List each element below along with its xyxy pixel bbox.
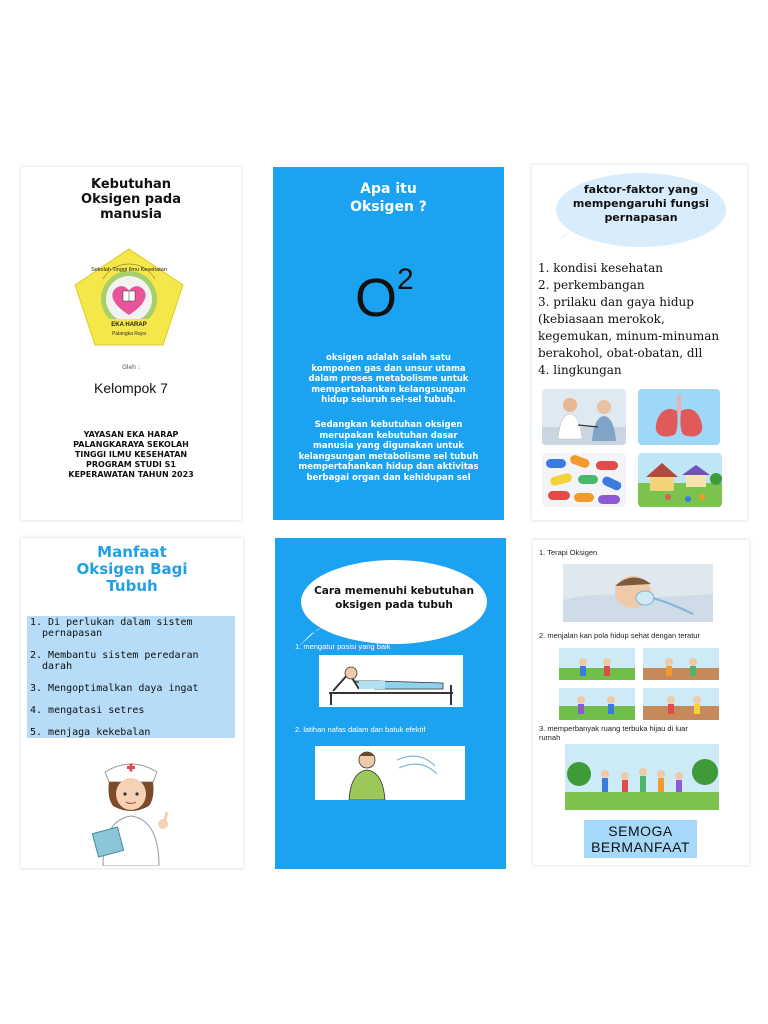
step-position: 1. mengatur posisi yang baik — [295, 642, 391, 651]
definition-line: dalam proses metabolisme untuk — [308, 374, 469, 384]
need-line: merupakan kebutuhan dasar — [319, 430, 458, 441]
list-item: (kebiasaan merokok, — [538, 312, 665, 326]
benefits-title — [21, 544, 243, 595]
definition-line: oksigen adalah salah satu — [326, 353, 451, 363]
institution-line: YAYASAN EKA HARAP — [83, 430, 179, 439]
cover-title-line: manusia — [100, 207, 162, 222]
list-item-line: 5. menjaga kekebalan — [30, 727, 151, 738]
institution-line: KEPERAWATAN TAHUN 2023 — [68, 470, 194, 479]
cover-panel — [21, 167, 241, 520]
oxygen-title-line: Apa itu — [360, 181, 417, 197]
step-breathing: 2. latihan nafas dalam dan batuk efektif — [295, 725, 426, 734]
cover-title — [21, 177, 241, 222]
closing-line: BERMANFAAT — [591, 839, 690, 855]
need-line: kelangsungan metabolisme sel tubuh — [298, 451, 479, 462]
tip-line: 3. memperbanyak ruang terbuka hijau di luar — [539, 724, 688, 733]
factors-title — [556, 183, 726, 225]
definition-line: komponen gas dan unsur utama — [311, 363, 466, 374]
sports-illustration — [559, 646, 719, 720]
what-is-oxygen-panel — [273, 167, 504, 520]
need-line: berbagai organ dan kehidupan sel — [306, 472, 471, 483]
bubble-tail — [546, 231, 576, 253]
list-item — [30, 705, 240, 716]
factors-title-line: faktor-faktor yang — [583, 183, 699, 196]
ways-title-line: Cara memenuhi kebutuhan — [314, 585, 474, 597]
healthy-tips-panel — [533, 540, 749, 865]
tip-healthy-lifestyle: 2. menjalan kan pola hidup sehat dengan teratur — [539, 631, 700, 640]
cover-title-line: Kebutuhan — [91, 177, 171, 192]
doctor-patient-photo — [542, 389, 626, 445]
ways-panel — [275, 538, 506, 869]
institution-logo — [73, 247, 185, 347]
group-name: Kelompok 7 — [94, 380, 168, 396]
svg-text:Sekolah Tinggi Ilmu Kesehatan: Sekolah Tinggi Ilmu Kesehatan — [91, 267, 167, 273]
list-item: 3. prilaku dan gaya hidup — [538, 295, 694, 309]
cover-title-line: Oksigen pada — [81, 192, 181, 207]
nurse-illustration — [81, 754, 181, 866]
list-item: 4. lingkungan — [538, 363, 622, 377]
ways-title-line: oksigen pada tubuh — [335, 599, 453, 611]
list-item-line: 4. mengatasi setres — [30, 705, 145, 716]
tip-oxygen-therapy: 1. Terapi Oksigen — [539, 548, 598, 557]
park-illustration — [565, 744, 719, 810]
list-item: berakohol, obat-obatan, dll — [538, 346, 703, 360]
oxygen-mask-photo — [563, 564, 713, 622]
definition-line: hidup seluruh sel-sel tubuh. — [321, 395, 456, 405]
institution-line: PROGRAM STUDI S1 — [86, 460, 176, 469]
list-item: 1. kondisi kesehatan — [538, 261, 664, 275]
closing-message — [584, 820, 697, 858]
ways-title — [301, 584, 487, 612]
pills-photo — [542, 453, 626, 507]
patient-in-bed-illustration — [319, 655, 463, 707]
oxygen-title — [273, 180, 504, 216]
oxygen-definition — [279, 353, 498, 406]
list-item-line: 3. Mengoptimalkan daya ingat — [30, 683, 199, 694]
list-item: kegemukan, minum-minuman — [538, 329, 720, 343]
list-item-line: 2. Membantu sistem peredaran — [30, 650, 199, 661]
by-label: Oleh : — [122, 364, 140, 371]
list-item — [30, 683, 240, 694]
list-item — [30, 650, 240, 672]
benefits-title-line: Tubuh — [106, 577, 158, 595]
benefits-title-line: Oksigen Bagi — [76, 560, 188, 578]
factors-list — [538, 260, 746, 379]
closing-line: SEMOGA — [608, 823, 673, 839]
factors-panel — [532, 165, 747, 520]
oxygen-need — [279, 420, 498, 483]
lungs-illustration — [638, 389, 720, 445]
need-line: manusia yang digunakan untuk — [313, 441, 464, 451]
neighborhood-illustration — [638, 453, 722, 507]
factors-title-line: pernapasan — [604, 211, 678, 224]
list-item-line: darah — [42, 661, 73, 672]
list-item-line: 1. Di perlukan dalam sistem — [30, 617, 193, 628]
list-item: 2. perkembangan — [538, 278, 645, 292]
svg-text:EKA HARAP: EKA HARAP — [111, 322, 147, 328]
man-breathing-illustration — [315, 746, 465, 800]
need-line: mempertahankan hidup dan aktivitas — [298, 462, 479, 472]
list-item — [30, 727, 240, 738]
oxygen-formula — [355, 263, 414, 329]
formula-superscript: 2 — [397, 263, 414, 296]
factors-title-line: mempengaruhi fungsi — [572, 197, 710, 210]
oxygen-title-line: Oksigen ? — [350, 199, 427, 215]
benefits-title-line: Manfaat — [97, 543, 167, 561]
benefits-list — [30, 617, 240, 749]
need-line: Sedangkan kebutuhan oksigen — [314, 420, 463, 430]
institution-line: PALANGKARAYA SEKOLAH — [73, 440, 189, 449]
definition-line: mempertahankan kelangsungan — [311, 384, 466, 395]
list-item-line: pernapasan — [42, 628, 103, 639]
svg-text:Palangka Raya: Palangka Raya — [112, 331, 146, 337]
tip-green-space — [539, 724, 688, 742]
institution-line: TINGGI ILMU KESEHATAN — [74, 450, 188, 459]
tip-line: rumah — [539, 733, 561, 742]
benefits-panel — [21, 538, 243, 868]
formula-symbol: O — [355, 268, 398, 328]
institution-text — [29, 430, 233, 480]
list-item — [30, 617, 240, 639]
